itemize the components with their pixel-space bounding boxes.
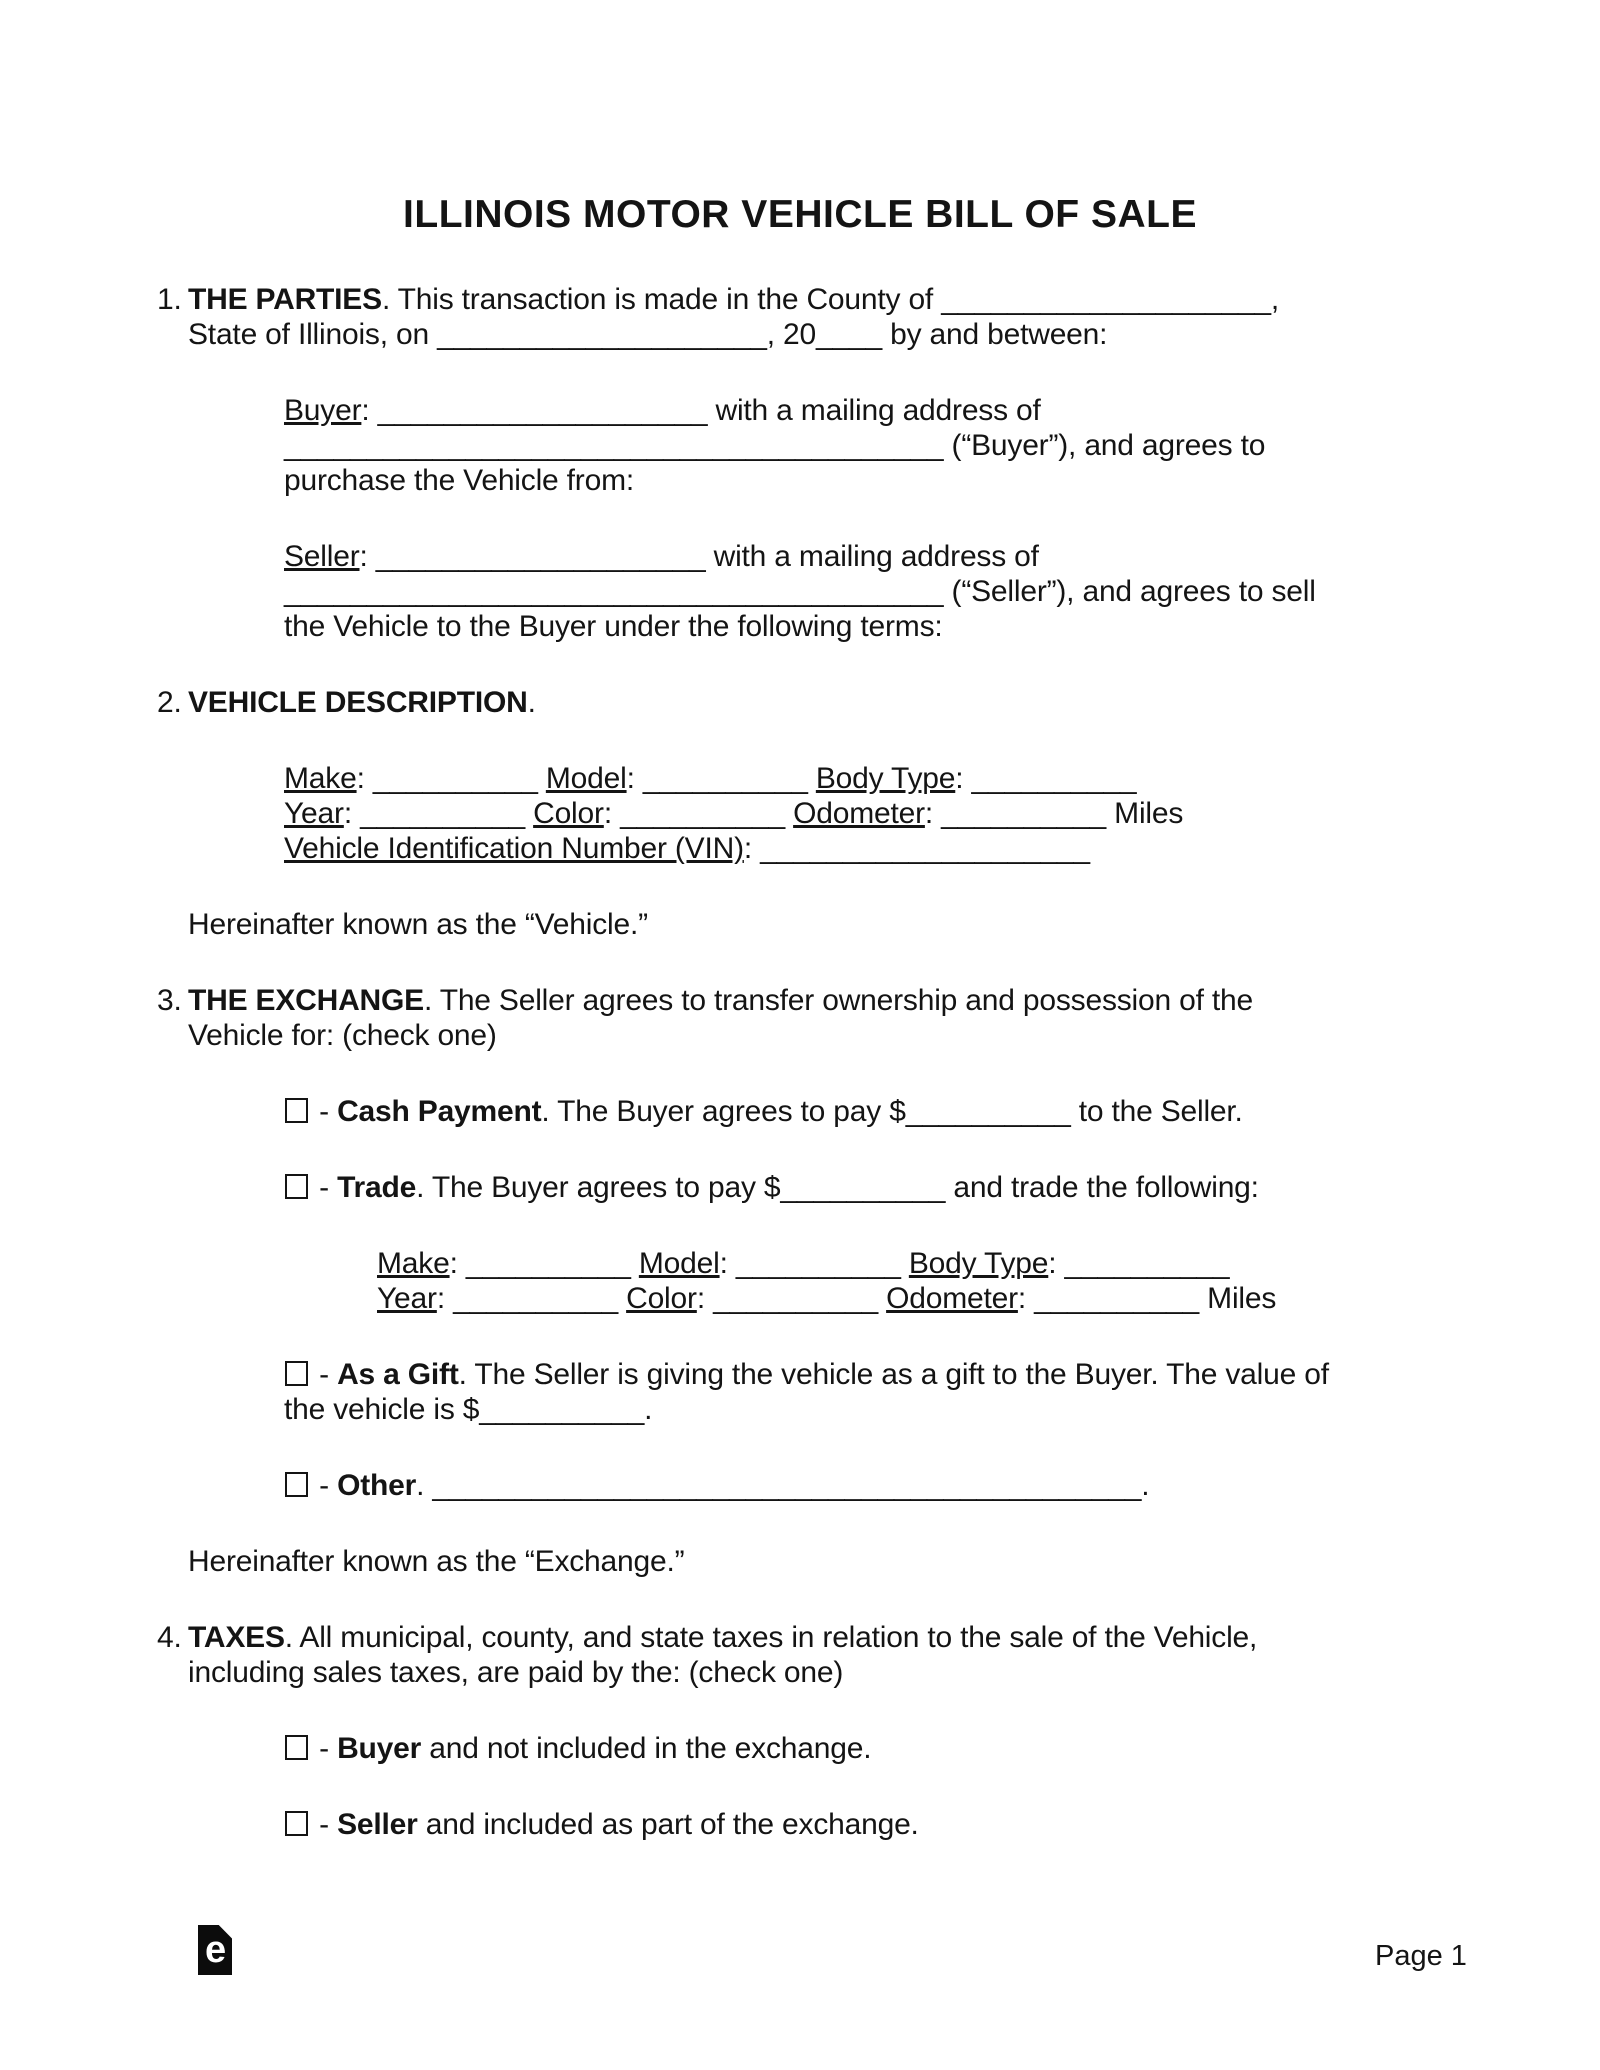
logo-letter: e xyxy=(205,1929,227,1971)
make-blank[interactable]: __________ xyxy=(372,762,538,795)
text-segment: (“Buyer”), and agrees to xyxy=(943,429,1266,462)
text-segment: . xyxy=(416,1469,433,1502)
text-segment: : xyxy=(343,797,361,830)
buyer-paragraph xyxy=(284,393,1600,498)
seller-address-blank[interactable]: ________________________________________ xyxy=(284,575,944,608)
text-segment: Odometer xyxy=(793,797,925,830)
text-segment: : xyxy=(449,1247,466,1280)
page-title: ILLINOIS MOTOR VEHICLE BILL OF SALE xyxy=(403,193,1197,236)
text-segment: : xyxy=(603,797,621,830)
trade-make-blank[interactable]: __________ xyxy=(465,1247,631,1280)
text-segment: Body Type xyxy=(908,1247,1049,1280)
trade-model-blank[interactable]: __________ xyxy=(735,1247,901,1280)
text-segment xyxy=(785,797,793,830)
text-segment: Color xyxy=(533,797,604,830)
text-segment: Buyer xyxy=(337,1732,422,1765)
text-segment: . This transaction is made in the County of xyxy=(381,283,942,316)
list-number: 3. xyxy=(157,984,182,1017)
text-segment: Seller xyxy=(284,540,360,573)
text-segment: Hereinafter known as the “Vehicle.” xyxy=(188,908,648,941)
text-segment: : xyxy=(696,1282,714,1315)
text-segment xyxy=(878,1282,886,1315)
year-blank[interactable]: __________ xyxy=(360,797,525,830)
buyer-name-blank[interactable]: ____________________ xyxy=(377,394,708,427)
text-segment: Vehicle for: (check one) xyxy=(188,1019,497,1052)
text-segment: and not included in the exchange. xyxy=(421,1732,872,1765)
taxes-seller-option xyxy=(284,1807,1600,1842)
text-segment: : xyxy=(626,762,643,795)
vehicle-description-fields xyxy=(284,761,1600,866)
page-number: Page 1 xyxy=(1375,1940,1467,1972)
text-segment: . The Seller is giving the vehicle as a gift to the Buyer. The value of xyxy=(458,1358,1329,1391)
text-segment: : xyxy=(955,762,972,795)
text-segment: : xyxy=(436,1282,454,1315)
text-segment: Miles xyxy=(1106,797,1184,830)
taxes-buyer-checkbox-icon[interactable] xyxy=(285,1735,308,1760)
color-blank[interactable]: __________ xyxy=(620,797,785,830)
text-segment: - xyxy=(311,1732,338,1765)
text-segment: . xyxy=(527,686,536,719)
text-segment: TAXES xyxy=(188,1621,285,1654)
text-segment: : xyxy=(743,832,761,865)
trade-checkbox-icon[interactable] xyxy=(285,1174,308,1199)
trade-body-type-blank[interactable]: __________ xyxy=(1064,1247,1230,1280)
text-segment: purchase the Vehicle from: xyxy=(284,464,634,497)
text-segment: to the Seller. xyxy=(1070,1095,1243,1128)
text-segment: . xyxy=(644,1393,653,1426)
taxes-seller-checkbox-icon[interactable] xyxy=(285,1811,308,1836)
gift-option xyxy=(284,1357,1600,1427)
text-segment: Year xyxy=(284,797,344,830)
seller-name-blank[interactable]: ____________________ xyxy=(375,540,706,573)
gift-checkbox-icon[interactable] xyxy=(285,1361,308,1386)
text-segment: Year xyxy=(377,1282,437,1315)
text-segment: THE EXCHANGE xyxy=(188,984,424,1017)
text-segment: : xyxy=(359,540,376,573)
body-type-blank[interactable]: __________ xyxy=(971,762,1137,795)
text-segment: (“Seller”), and agrees to sell xyxy=(943,575,1316,608)
text-segment: and trade the following: xyxy=(945,1171,1259,1204)
taxes-buyer-option xyxy=(284,1731,1600,1766)
text-segment: Vehicle Identification Number (VIN) xyxy=(284,832,744,865)
list-number: 1. xyxy=(157,283,182,316)
eforms-logo xyxy=(198,1925,232,1975)
text-segment: Seller xyxy=(337,1808,418,1841)
text-segment: : xyxy=(719,1247,736,1280)
text-segment: with a mailing address of xyxy=(705,540,1039,573)
trade-amount-blank[interactable]: __________ xyxy=(780,1171,946,1204)
text-segment xyxy=(525,797,533,830)
text-segment: . xyxy=(1141,1469,1150,1502)
text-segment xyxy=(631,1247,639,1280)
year-20-blank[interactable]: ____ xyxy=(816,318,882,351)
cash-payment-option xyxy=(284,1094,1600,1129)
list-number: 4. xyxy=(157,1621,182,1654)
document-blocks xyxy=(0,238,1600,1842)
text-segment: Odometer xyxy=(886,1282,1018,1315)
county-blank[interactable]: ____________________ xyxy=(941,283,1271,316)
trade-color-blank[interactable]: __________ xyxy=(713,1282,878,1315)
text-segment: Model xyxy=(638,1247,720,1280)
hereinafter-vehicle xyxy=(188,907,1600,942)
text-segment: including sales taxes, are paid by the: (check one) xyxy=(188,1656,844,1689)
cash-amount-blank[interactable]: __________ xyxy=(905,1095,1071,1128)
text-segment: Other xyxy=(337,1469,417,1502)
text-segment: Model xyxy=(545,762,627,795)
text-segment: : xyxy=(1017,1282,1035,1315)
text-segment: As a Gift xyxy=(337,1358,459,1391)
text-segment: with a mailing address of xyxy=(707,394,1041,427)
text-segment: by and between: xyxy=(881,318,1108,351)
text-segment: VEHICLE DESCRIPTION xyxy=(188,686,528,719)
text-segment: Trade xyxy=(337,1171,417,1204)
text-segment: Color xyxy=(626,1282,697,1315)
text-segment: . The Seller agrees to transfer ownership and possession of the xyxy=(423,984,1253,1017)
text-segment: and included as part of the exchange. xyxy=(417,1808,919,1841)
list-number: 2. xyxy=(157,686,182,719)
text-segment: Buyer xyxy=(284,394,362,427)
trade-option xyxy=(284,1170,1600,1205)
text-segment: Hereinafter known as the “Exchange.” xyxy=(188,1545,685,1578)
text-segment: . All municipal, county, and state taxes in relation to the sale of the Vehicle, xyxy=(284,1621,1258,1654)
text-segment: : xyxy=(356,762,373,795)
text-segment: - xyxy=(311,1469,338,1502)
text-segment: State of Illinois, on xyxy=(188,318,438,351)
section-the-parties xyxy=(157,282,1600,352)
model-blank[interactable]: __________ xyxy=(642,762,808,795)
text-segment xyxy=(538,762,546,795)
buyer-address-blank[interactable]: ________________________________________ xyxy=(284,429,944,462)
text-segment xyxy=(901,1247,909,1280)
vin-blank[interactable]: ____________________ xyxy=(760,832,1090,865)
text-segment: Cash Payment xyxy=(337,1095,542,1128)
trade-year-blank[interactable]: __________ xyxy=(453,1282,618,1315)
text-segment: - xyxy=(311,1171,338,1204)
hereinafter-exchange xyxy=(188,1544,1600,1579)
text-segment xyxy=(808,762,816,795)
text-segment xyxy=(618,1282,626,1315)
other-checkbox-icon[interactable] xyxy=(285,1472,308,1497)
trade-odometer-blank[interactable]: __________ xyxy=(1034,1282,1200,1315)
text-segment: Miles xyxy=(1199,1282,1277,1315)
text-segment: Make xyxy=(284,762,357,795)
other-description-blank[interactable]: ___________________________________________ xyxy=(432,1469,1142,1502)
text-segment: . The Buyer agrees to pay $ xyxy=(541,1095,906,1128)
text-segment: Body Type xyxy=(815,762,956,795)
text-segment: , 20 xyxy=(766,318,817,351)
text-segment: - xyxy=(311,1358,338,1391)
text-segment: - xyxy=(311,1808,338,1841)
section-the-exchange xyxy=(157,983,1600,1053)
text-segment: the Vehicle to the Buyer under the following terms: xyxy=(284,610,943,643)
text-segment: Make xyxy=(377,1247,450,1280)
section-taxes xyxy=(157,1620,1600,1690)
text-segment: : xyxy=(361,394,378,427)
other-option xyxy=(284,1468,1600,1503)
gift-value-blank[interactable]: __________ xyxy=(479,1393,645,1426)
section-vehicle-description xyxy=(157,685,1600,720)
text-segment: , xyxy=(1270,283,1280,316)
cash-payment-checkbox-icon[interactable] xyxy=(285,1098,308,1123)
text-segment: - xyxy=(311,1095,338,1128)
trade-vehicle-fields xyxy=(377,1246,1600,1316)
odometer-blank[interactable]: __________ xyxy=(941,797,1107,830)
date-blank[interactable]: ____________________ xyxy=(437,318,767,351)
text-segment: : xyxy=(924,797,942,830)
text-segment: THE PARTIES xyxy=(188,283,382,316)
text-segment: . The Buyer agrees to pay $ xyxy=(416,1171,781,1204)
text-segment: : xyxy=(1048,1247,1065,1280)
seller-paragraph xyxy=(284,539,1600,644)
text-segment: the vehicle is $ xyxy=(284,1393,480,1426)
